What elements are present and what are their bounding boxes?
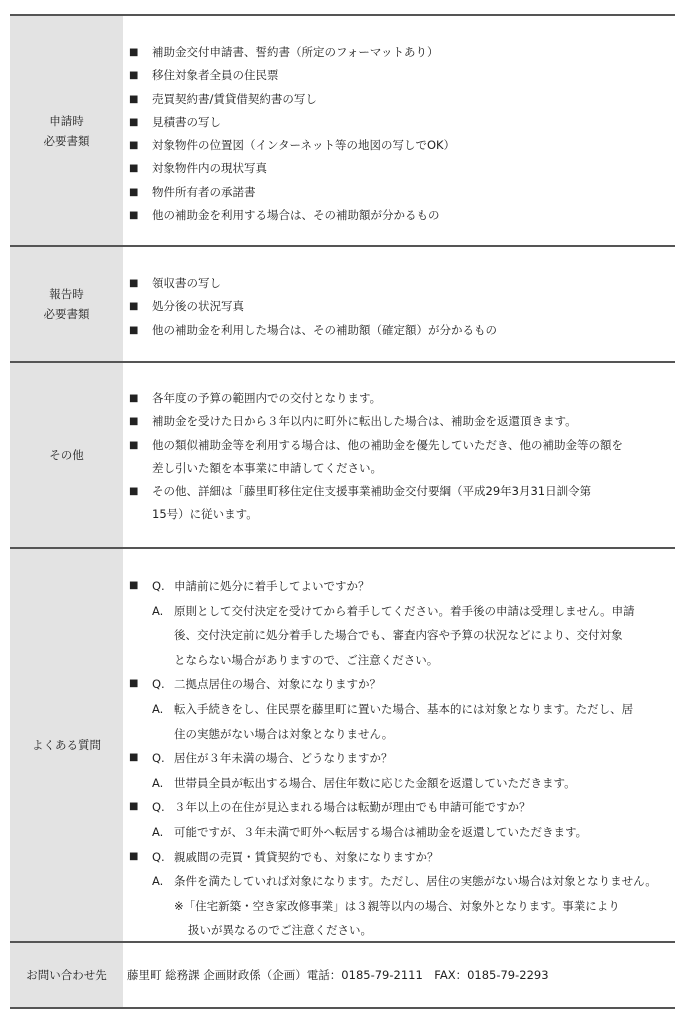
contact-text: 藤里町 総務課 企画財政係（企画）電話：0185-79-2111 FAX：0185-79-2293 [127, 968, 549, 982]
faq-question: ■ Q. 親戚間の売買・賃貸契約でも、対象になりますか？ [129, 845, 675, 870]
bullet-icon: ■ [129, 186, 139, 198]
list-item: ■ 対象物件の位置図（インターネット等の地図の写しでOK） [129, 134, 675, 157]
list-item: ■ 補助金交付申請書、誓約書（所定のフォーマットあり） [129, 41, 675, 64]
faq-answer: A. 転入手続きをし、住民票を藤里町に置いた場合、基本的には対象となります。ただし、居 住の実態がない場合は対象となりません。 [152, 701, 634, 741]
bullet-icon: ■ [129, 486, 139, 498]
faq-question: ■ Q. ３年以上の在住が見込まれる場合は転勤が理由でも申請可能ですか？ [129, 795, 675, 820]
other-list [123, 363, 675, 547]
bullet-icon: ■ [129, 301, 139, 313]
list-item: ■ 補助金を受けた日から３年以内に町外に転出した場合は、補助金を返還頂きます。 [129, 410, 675, 433]
bullet-icon: ■ [129, 278, 139, 289]
list-item: ■ 対象物件内の現状写真 [129, 157, 675, 180]
faq-question: ■ Q. 二拠点居住の場合、対象になりますか？ [129, 672, 675, 697]
bullet-icon: ■ [129, 439, 139, 451]
list-item: ■ 見積書の写し [129, 111, 675, 134]
faq-list [123, 549, 675, 941]
faq-question: ■ Q. 申請前に処分に着手してよいですか？ [129, 574, 675, 599]
list-item: ■ 売買契約書/賃貸借契約書の写し [129, 88, 675, 111]
list-item: ■ 他の補助金を利用した場合は、その補助額（確定額）が分かるもの [129, 319, 675, 342]
faq-answer: A. 可能ですが、３年未満で町外へ転居する場合は補助金を返還していただきます。 [152, 824, 588, 839]
bullet-icon: ■ [129, 47, 139, 58]
bullet-icon: ■ [129, 70, 139, 82]
report-documents-list [123, 247, 675, 361]
bullet-icon: ■ [129, 116, 139, 128]
bullet-icon: ■ [129, 163, 139, 175]
bullet-icon: ■ [129, 93, 139, 105]
row-faq [10, 549, 675, 943]
bullet-icon: ■ [129, 210, 139, 222]
label-faq: よくある質問 [10, 549, 123, 941]
list-item: ■ 領収書の写し [129, 272, 675, 295]
row-application-documents [10, 14, 675, 247]
list-item: ■ 物件所有者の承諾書 [129, 181, 675, 204]
bullet-icon: ■ [129, 801, 139, 813]
list-item: ■ 他の補助金を利用する場合は、その補助額が分かるもの [129, 204, 675, 227]
info-table [10, 14, 675, 1009]
row-report-documents [10, 247, 675, 363]
label-report-documents: 報告時 必要書類 [10, 247, 123, 361]
list-item: ■ 各年度の予算の範囲内での交付となります。 [129, 387, 675, 410]
bullet-icon: ■ [129, 416, 139, 428]
faq-question: ■ Q. 居住が３年未満の場合、どうなりますか？ [129, 746, 675, 771]
bullet-icon: ■ [129, 324, 139, 336]
label-other: その他 [10, 363, 123, 547]
bullet-icon: ■ [129, 678, 139, 690]
bullet-icon: ■ [129, 580, 139, 591]
list-item: ■ 移住対象者全員の住民票 [129, 64, 675, 87]
list-item: ■ 処分後の状況写真 [129, 295, 675, 318]
contact-info [123, 943, 675, 1007]
list-item: ■ 他の類似補助金等を利用する場合は、他の補助金を優先していただき、他の補助金等の額を 差し引いた額を本事業に申請してください。 [129, 434, 675, 481]
bullet-icon: ■ [129, 850, 139, 862]
label-application-documents: 申請時 必要書類 [10, 16, 123, 245]
faq-note: ※「住宅新築・空き家改修事業」は３親等以内の場合、対象外となります。事業により 扱いが異なるのでご注意ください。 [174, 898, 620, 938]
faq-answer: A. 世帯員全員が転出する場合、居住年数に応じた金額を返還していただきます。 [152, 775, 576, 790]
application-documents-list [123, 16, 675, 245]
faq-answer: A. 条件を満たしていれば対象になります。ただし、居住の実態がない場合は対象となりません。 [152, 874, 657, 889]
bullet-icon: ■ [129, 393, 139, 404]
faq-answer: A. 原則として交付決定を受けてから着手してください。着手後の申請は受理しません。申請 後、交付決定前に処分着手した場合でも、審査内容や予算の状況などにより、交付対象 とならない場合がありますので、ご注意ください。 [152, 603, 635, 667]
row-other [10, 363, 675, 549]
row-contact [10, 943, 675, 1009]
bullet-icon: ■ [129, 140, 139, 152]
list-item: ■ その他、詳細は「藤里町移住定住支援事業補助金交付要綱（平成29年3月31日訓令第 15号）に従います。 [129, 480, 675, 527]
label-contact: お問い合わせ先 [10, 943, 123, 1007]
bullet-icon: ■ [129, 752, 139, 764]
